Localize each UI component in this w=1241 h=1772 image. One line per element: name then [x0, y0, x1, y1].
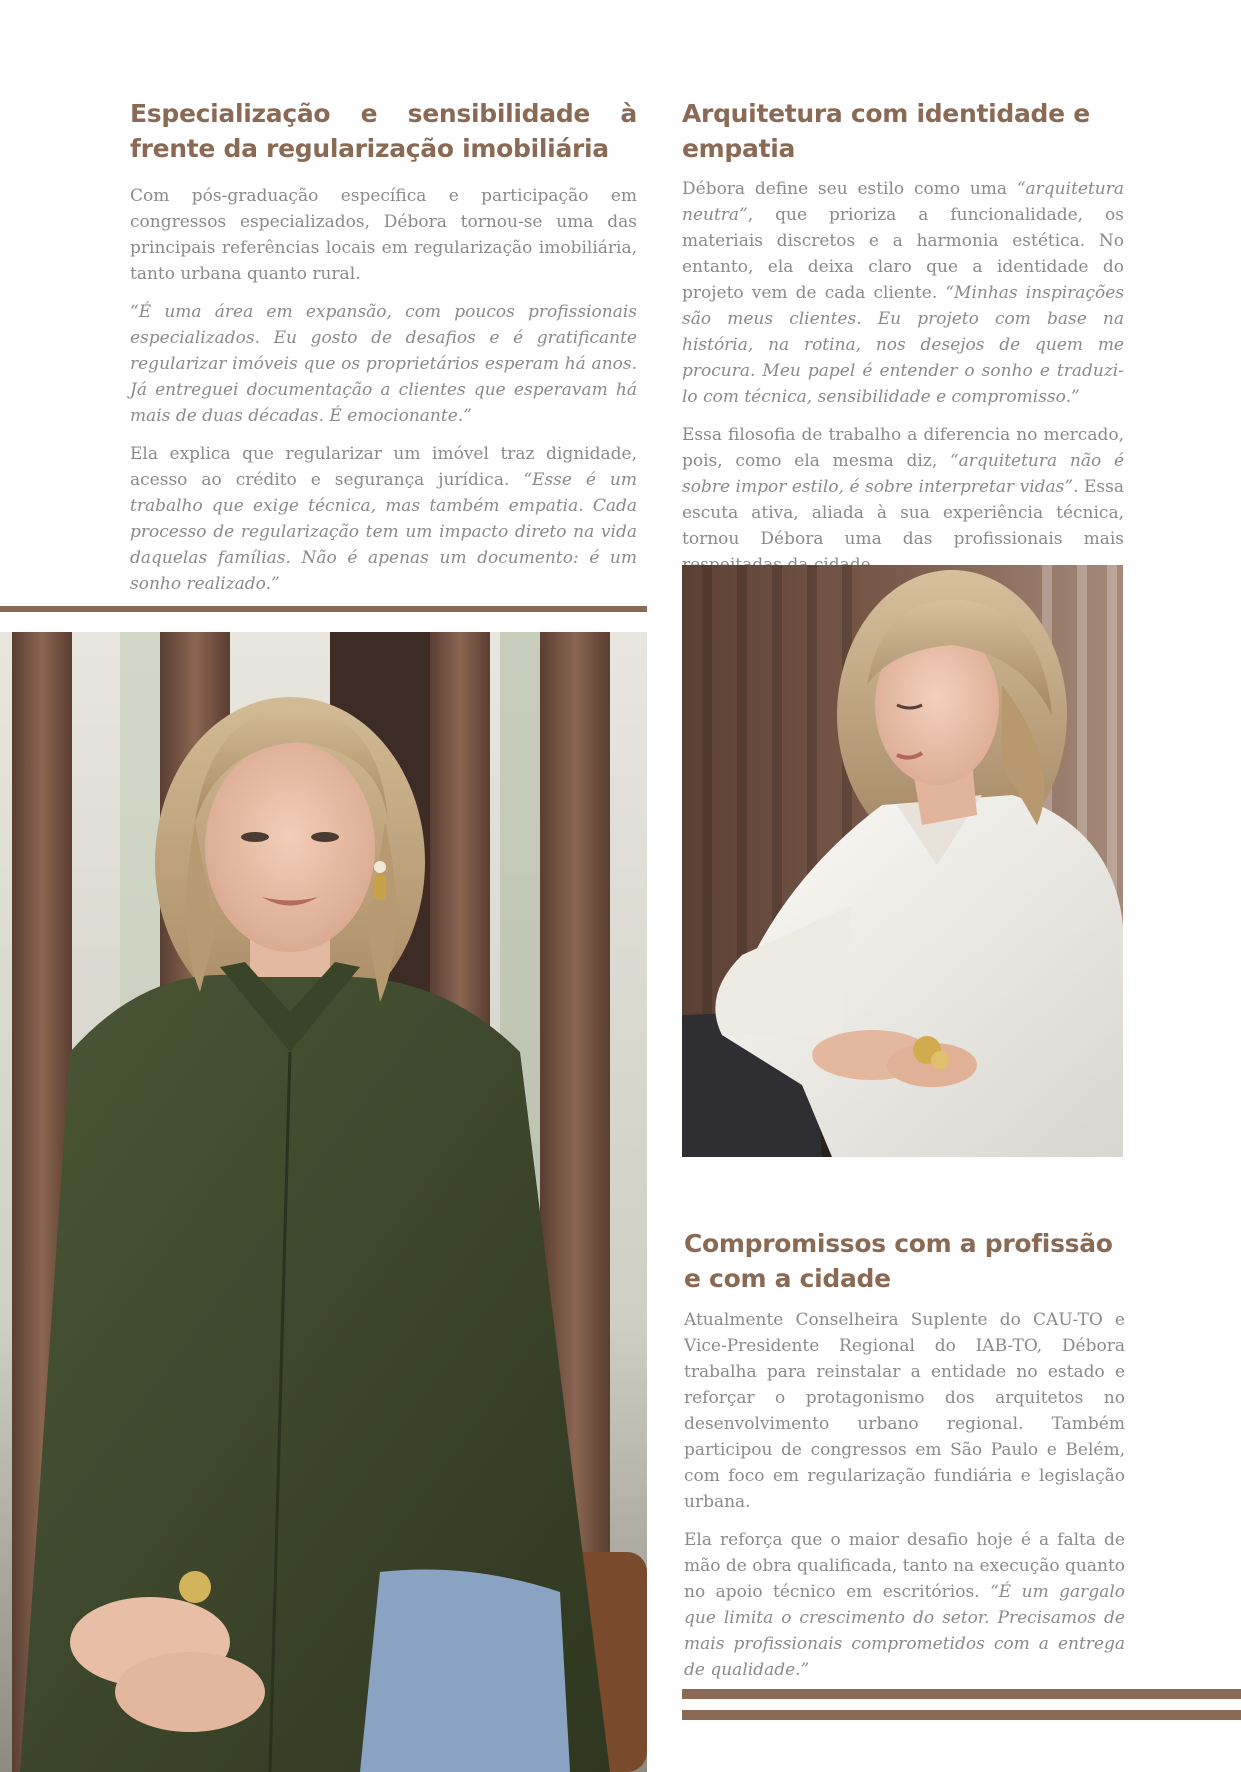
section-arquitetura: [682, 96, 1124, 578]
inline-quote: “É um gargalo que limita o crescimento do setor. Precisamos de mais profissionais comprometidos com a entrega de qualidade.”: [684, 1582, 1126, 1680]
inline-quote: “Minhas inspirações são meus clientes. Eu projeto com base na história, na rotina, nos desejos de quem me procura. Meu papel é entender o sonho e traduzi-lo com técnica, sensibilidade e compromisso.”: [682, 283, 1124, 407]
paragraph: Com pós-graduação específica e participação em congressos especializados, Débora tornou-se uma das principais referências locais em regularização imobiliária, tanto urbana quanto rural.: [130, 186, 637, 284]
portrait-photo-green-shirt: [0, 632, 647, 1772]
portrait-photo-white-shirt: [682, 565, 1123, 1157]
paragraph-lead: Ela explica que regularizar um imóvel traz dignidade, acesso ao crédito e segurança jurídica.: [130, 444, 637, 490]
quote-paragraph: “É uma área em expansão, com poucos profissionais especializados. Eu gosto de desafios e é gratificante regularizar imóveis que os proprietários esperam há anos. Já entreguei documentação a clientes que esperavam há mais de duas décadas. É emocionante.”: [130, 302, 637, 426]
divider-rule: [0, 606, 647, 612]
paragraph: [684, 1527, 1125, 1683]
paragraph-lead: Ela reforça que o maior desafio hoje é a falta de mão de obra qualificada, tanto na execução quanto no apoio técnico em escritórios.: [684, 1530, 1126, 1602]
paragraph: Atualmente Conselheira Suplente do CAU-TO e Vice-Presidente Regional do IAB-TO, Débora trabalha para reinstalar a entidade no estado e reforçar o protagonismo dos arquitetos no desenvolvimento urbano regional. Também participou de congressos em São Paulo e Belém, com foco em regularização fundiária e legislação urbana.: [684, 1310, 1125, 1512]
paragraph: [682, 176, 1124, 410]
divider-rule-bottom: [682, 1710, 1241, 1720]
section-regularizacao: [130, 96, 637, 597]
section-compromissos: [684, 1226, 1125, 1683]
inline-quote: “Esse é um trabalho que exige técnica, mas também empatia. Cada processo de regularização tem um impacto direto na vida daquelas famílias. Não é apenas um documento: é um sonho realizado.”: [130, 470, 638, 594]
inline-quote: “arquitetura não é sobre impor estilo, é sobre interpretar vidas”: [682, 451, 1125, 497]
paragraph-text: , que prioriza a funcionalidade, os materiais discretos e a harmonia estética. No entanto, ela deixa claro que a identidade do projeto vem de cada cliente.: [682, 205, 1124, 303]
paragraph: [130, 441, 637, 597]
divider-rule-top: [682, 1689, 1241, 1699]
inline-quote: “arquitetura neutra”: [682, 179, 1124, 225]
paragraph-lead: Essa filosofia de trabalho a diferencia no mercado, pois, como ela mesma diz,: [682, 425, 1124, 471]
paragraph-lead: Débora define seu estilo como uma: [682, 179, 1017, 199]
section-title: Especialização e sensibilidade à frente da regularização imobiliária: [130, 99, 637, 163]
paragraph: [682, 422, 1124, 578]
paragraph-text: . Essa escuta ativa, aliada à sua experiência técnica, tornou Débora uma das profissionais mais: [682, 477, 1124, 549]
section-title: Arquitetura com identidade e empatia: [682, 99, 1090, 163]
section-title: Compromissos com a profissão e com a cidade: [684, 1229, 1113, 1293]
